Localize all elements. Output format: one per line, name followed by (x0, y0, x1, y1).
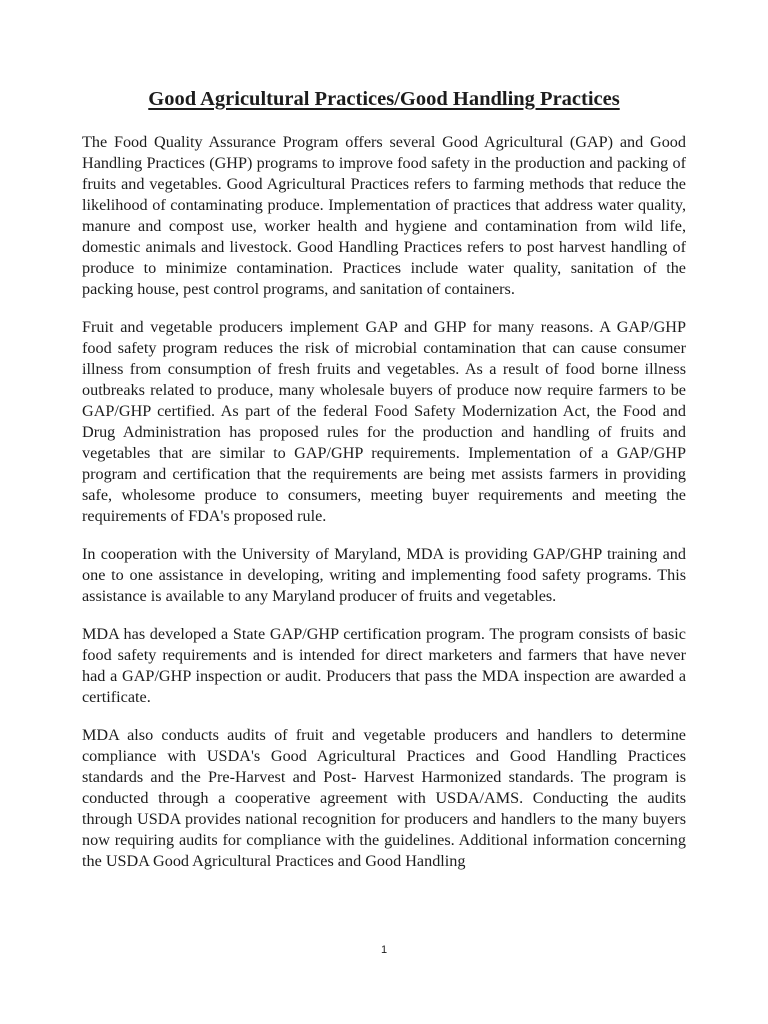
page-number: 1 (380, 944, 388, 956)
paragraph-state-certification: MDA has developed a State GAP/GHP certification program. The program consists of basic food safety requirements and is intended for direct marketers and farmers that have never had a GAP/GHP inspection or audit. Producers that pass the MDA inspection are awarded a certificate. (82, 625, 686, 706)
paragraph-reasons: Fruit and vegetable producers implement GAP and GHP for many reasons. A GAP/GHP food safety program reduces the risk of microbial contamination that can cause consumer illness from consumption of fresh fruits and vegetables. As a result of food borne illness outbreaks related to produce, many wholesale buyers of produce now require farmers to be GAP/GHP certified. As part of the federal Food Safety Modernization Act, the Food and Drug Administration has proposed rules for the production and handling of fruits and vegetables that are similar to GAP/GHP requirements. Implementation of a GAP/GHP program and certification that the requirements are being met assists farmers in providing safe, wholesome produce to consumers, meeting buyer requirements and meeting the requirements of FDA's proposed rule. (82, 318, 686, 525)
paragraph-umd-cooperation: In cooperation with the University of Maryland, MDA is providing GAP/GHP training and one to one assistance in developing, writing and implementing food safety programs. This assistance is available to any Maryland producer of fruits and vegetables. (82, 545, 686, 605)
document-page (82, 86, 686, 889)
paragraph-usda-audits: MDA also conducts audits of fruit and vegetable producers and handlers to determine compliance with USDA's Good Agricultural Practices and Good Handling Practices standards and the Pre-Harvest and Post- Harvest Harmonized standards. The program is conducted through a cooperative agreement with USDA/AMS. Conducting the audits through USDA provides national recognition for producers and handlers to the many buyers now requiring audits for compliance with the guidelines. Additional information concerning the USDA Good Agricultural Practices and Good Handling (82, 726, 686, 870)
page-title: Good Agricultural Practices/Good Handling Practices (148, 88, 620, 110)
paragraph-program-overview: The Food Quality Assurance Program offers several Good Agricultural (GAP) and Good Handling Practices (GHP) programs to improve food safety in the production and packing of fruits and vegetables. Good Agricultural Practices refers to farming methods that reduce the likelihood of contaminating produce. Implementation of practices that address water quality, manure and compost use, worker health and hygiene and contamination from wild life, domestic animals and livestock. Good Handling Practices refers to post harvest handling of produce to minimize contamination. Practices include water quality, sanitation of the packing house, pest control programs, and sanitation of containers. (82, 133, 686, 298)
